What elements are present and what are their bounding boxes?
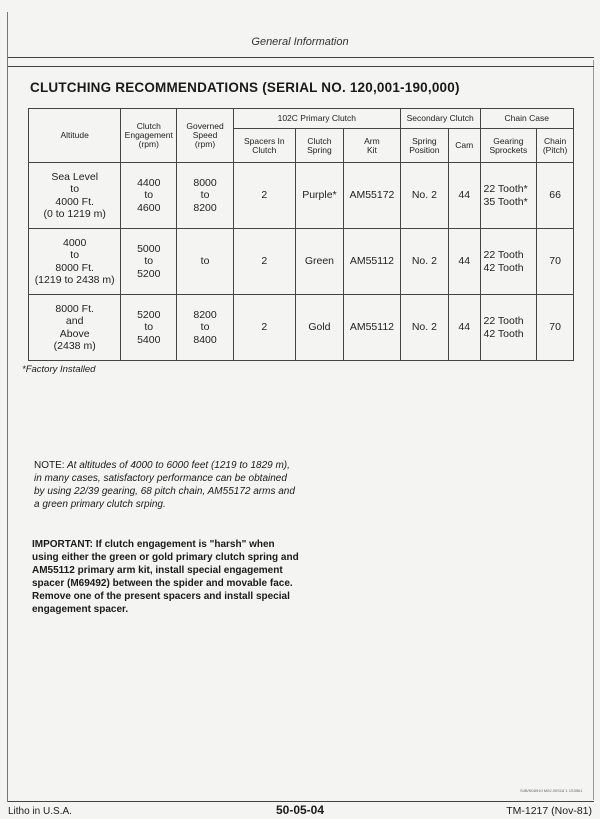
table-row [29, 163, 574, 229]
important-text: If clutch engagement is "harsh" when using either the green or gold primary clutch spring and AM55112 primary arm kit, install special engagement spacer (M69492) between the spider and movable face. Remove one of the present spacers and install special engagement spacer. [32, 539, 299, 615]
cell-altitude: 8000 Ft. and Above (2438 m) [29, 295, 121, 361]
cell-position: No. 2 [400, 163, 448, 229]
cell-governed: 8200 to 8400 [177, 295, 234, 361]
clutching-recommendations-table [28, 108, 574, 361]
header-gearing-sprockets: Gearing Sprockets [480, 129, 537, 163]
important-label: IMPORTANT: [32, 539, 93, 550]
cell-spring: Green [295, 229, 343, 295]
cell-arm-kit: AM55172 [344, 163, 401, 229]
cell-spacers: 2 [233, 163, 295, 229]
header-rule [8, 57, 594, 58]
header-cam: Cam [449, 129, 480, 163]
header-clutch-engagement: Clutch Engagement (rpm) [121, 109, 177, 163]
header-governed-speed: Governed Speed (rpm) [177, 109, 234, 163]
note-label: NOTE: [34, 460, 65, 471]
right-margin-line [593, 60, 594, 800]
cell-engagement: 5000 to 5200 [121, 229, 177, 295]
section-rule [8, 66, 594, 67]
footer-rule [8, 801, 594, 802]
cell-engagement: 4400 to 4600 [121, 163, 177, 229]
cell-engagement: 5200 to 5400 [121, 295, 177, 361]
section-title: CLUTCHING RECOMMENDATIONS (SERIAL NO. 120,001-190,000) [30, 80, 460, 95]
cell-position: No. 2 [400, 229, 448, 295]
cell-position: No. 2 [400, 295, 448, 361]
cell-governed: to [177, 229, 234, 295]
table-row [29, 295, 574, 361]
note-text: At altitudes of 4000 to 6000 feet (1219 to 1829 m), in many cases, satisfactory performance can be obtained by using 22/39 gearing, 68 pitch chain, AM55172 arms and a green primary clutch srping. [34, 460, 295, 510]
cell-governed: 8000 to 8200 [177, 163, 234, 229]
header-chain-pitch: Chain (Pitch) [537, 129, 574, 163]
header-spring-position: Spring Position [400, 129, 448, 163]
header-chain-case-group: Chain Case [480, 109, 573, 129]
cell-spacers: 2 [233, 229, 295, 295]
cell-sprockets: 22 Tooth 42 Tooth [480, 295, 537, 361]
footer-doc-id: TM-1217 (Nov-81) [506, 805, 592, 817]
cell-chain: 66 [537, 163, 574, 229]
header-clutch-spring: Clutch Spring [295, 129, 343, 163]
cell-cam: 44 [449, 295, 480, 361]
altitude-note [34, 459, 298, 511]
header-primary-clutch-group: 102C Primary Clutch [233, 109, 400, 129]
header-arm-kit: Arm Kit [344, 129, 401, 163]
cell-altitude: 4000 to 8000 Ft. (1219 to 2438 m) [29, 229, 121, 295]
table-row [29, 229, 574, 295]
footer-page-number: 50-05-04 [275, 803, 325, 817]
cell-arm-kit: AM55112 [344, 295, 401, 361]
cell-cam: 44 [449, 229, 480, 295]
footer-litho: Litho in U.S.A. [8, 806, 72, 817]
cell-spring: Gold [295, 295, 343, 361]
important-notice [32, 538, 302, 616]
cell-sprockets: 22 Tooth* 35 Tooth* [480, 163, 537, 229]
header-secondary-clutch-group: Secondary Clutch [400, 109, 480, 129]
cell-spring: Purple* [295, 163, 343, 229]
reference-code: S4B/N08910 M02.00S18 1 1S3561 [520, 788, 583, 793]
header-spacers-in-clutch: Spacers In Clutch [233, 129, 295, 163]
page-header-title: General Information [251, 36, 349, 48]
cell-chain: 70 [537, 229, 574, 295]
left-margin-line [7, 12, 8, 802]
cell-cam: 44 [449, 163, 480, 229]
cell-spacers: 2 [233, 295, 295, 361]
cell-chain: 70 [537, 295, 574, 361]
factory-installed-footnote: *Factory Installed [22, 364, 96, 375]
cell-altitude: Sea Level to 4000 Ft. (0 to 1219 m) [29, 163, 121, 229]
cell-sprockets: 22 Tooth 42 Tooth [480, 229, 537, 295]
cell-arm-kit: AM55112 [344, 229, 401, 295]
header-altitude: Altitude [29, 109, 121, 163]
